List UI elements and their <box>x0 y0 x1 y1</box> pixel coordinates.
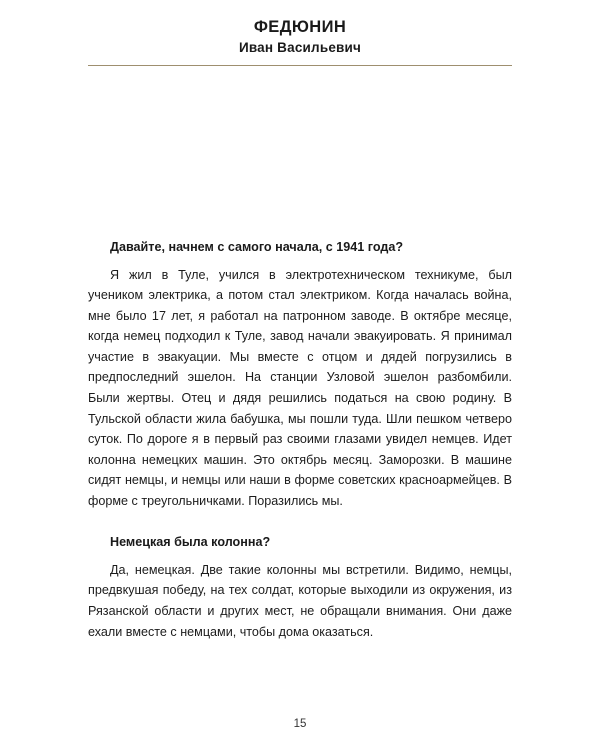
header-given-name: Иван Васильевич <box>238 40 362 56</box>
header-divider <box>88 65 512 66</box>
answer-1: Я жил в Туле, учился в электротехническом техникуме, был учеником электрика, а потом стал электриком. Когда началась война, мне было 17 лет, я работал на патронном заводе. В октябре месяце, когда немец подходил к Туле, завод начали эвакуировать. Я принимал участие в эвакуации. Мы вместе с отцом и дядей погрузились в предпоследний эшелон. На станции Узловой эшелон разбомбили. Были жертвы. Отец и дядя решились податься на свою родину. В Тульской области жила бабушка, мы пошли туда. Шли пешком четверо суток. По дороге я в первый раз своими глазами увидел немцев. Идет колонна немецких машин. Это октябрь месяц. Заморозки. В машине сидят немцы, и немцы или наши в форме советских красноармейцев. В форме с треугольничками. Поразились мы. <box>88 267 512 508</box>
interview-body <box>88 238 512 642</box>
answer-2: Да, немецкая. Две такие колонны мы встретили. Видимо, немцы, предвкушая победу, на тех солдат, которые выходили из окружения, из Рязанской области и других мест, не обращали внимания. Они даже ехали вместе с немцами, чтобы дома оказаться. <box>88 562 512 639</box>
header-surname: ФЕДЮНИН <box>253 18 347 36</box>
page-number: 15 <box>293 718 307 730</box>
question-1: Давайте, начнем с самого начала, с 1941 года? <box>110 240 404 254</box>
page-header <box>88 16 512 66</box>
question-2: Немецкая была колонна? <box>110 535 271 550</box>
